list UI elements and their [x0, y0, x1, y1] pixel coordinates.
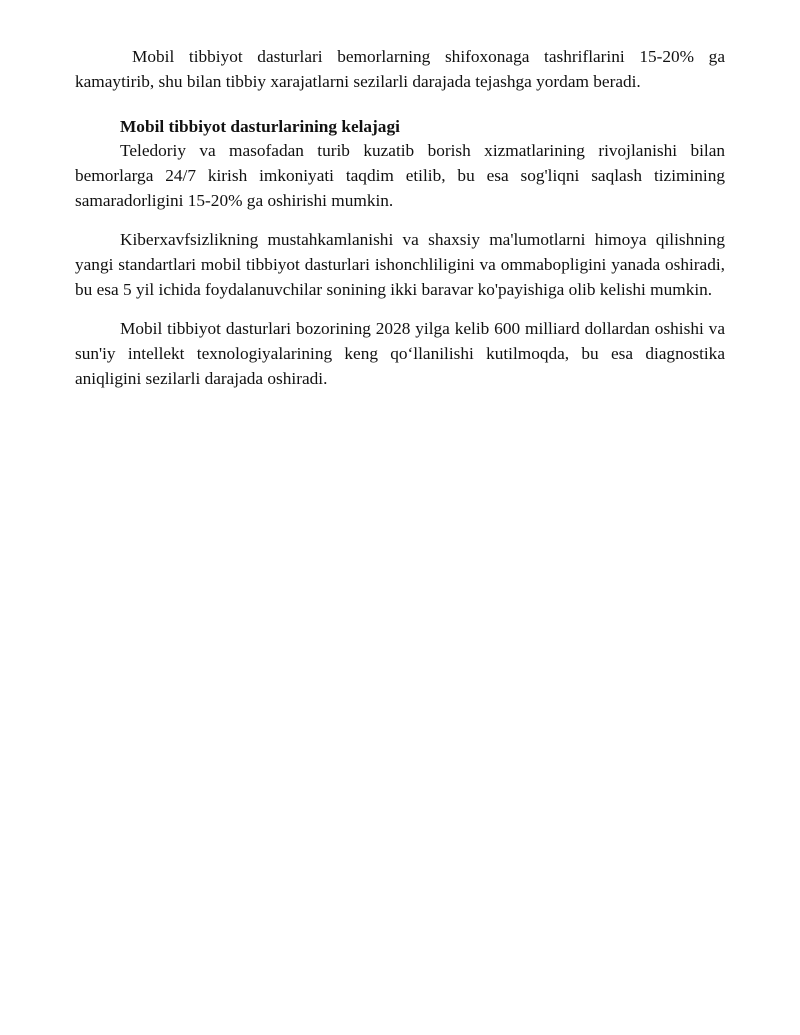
section-heading: Mobil tibbiyot dasturlarining kelajagi: [120, 117, 400, 136]
paragraph-bozor: Mobil tibbiyot dasturlari bozorining 2028 yilga kelib 600 milliard dollardan oshishi va sun'iy intellekt texnologiyalarining keng qo‘llanilishi kutilmoqda, bu esa diagnostika aniqligini sezilarli darajada oshiradi.: [75, 319, 725, 388]
paragraph-teledoriy: Teledoriy va masofadan turib kuzatib borish xizmatlarining rivojlanishi bilan bemorlarga 24/7 kirish imkoniyati taqdim etilib, bu esa sog'liqni saqlash tizimining samaradorligini 15-20% ga oshirishi mumkin.: [75, 141, 725, 210]
document-body: [75, 44, 725, 391]
paragraph-kiberxavfsizlik: Kiberxavfsizlikning mustahkamlanishi va shaxsiy ma'lumotlarni himoya qilishning yangi standartlari mobil tibbiyot dasturlari ishonchliligini va ommabopligini yanada oshiradi, bu esa 5 yil ichida foydalanuvchilar sonining ikki baravar ko'payishiga olib kelishi mumkin.: [75, 230, 725, 299]
intro-paragraph: Mobil tibbiyot dasturlari bemorlarning shifoxonaga tashriflarini 15-20% ga kamaytirib, shu bilan tibbiy xarajatlarni sezilarli darajada tejashga yordam beradi.: [75, 47, 725, 91]
